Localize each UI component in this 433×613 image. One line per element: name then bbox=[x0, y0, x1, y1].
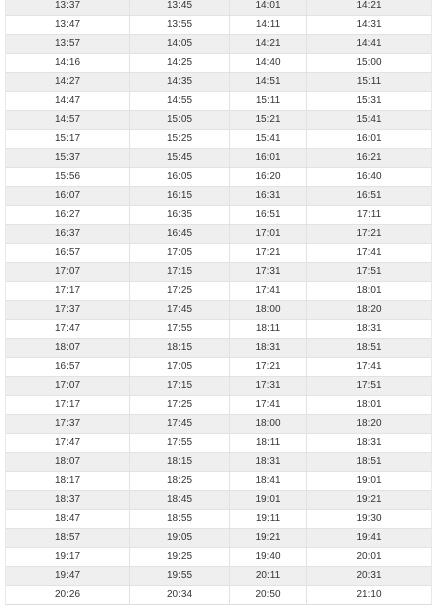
time-cell: 16:51 bbox=[230, 206, 307, 225]
table-row bbox=[6, 567, 432, 586]
time-cell: 15:45 bbox=[130, 149, 230, 168]
time-cell: 14:11 bbox=[230, 16, 307, 35]
time-cell: 16:40 bbox=[307, 168, 432, 187]
time-cell: 15:00 bbox=[307, 54, 432, 73]
time-cell: 17:25 bbox=[130, 282, 230, 301]
time-cell: 14:41 bbox=[307, 35, 432, 54]
time-cell: 20:11 bbox=[230, 567, 307, 586]
time-cell: 17:05 bbox=[130, 358, 230, 377]
time-cell: 17:31 bbox=[230, 377, 307, 396]
time-cell: 17:55 bbox=[130, 434, 230, 453]
time-cell: 17:41 bbox=[230, 396, 307, 415]
time-cell: 16:45 bbox=[130, 225, 230, 244]
time-cell: 16:07 bbox=[6, 187, 130, 206]
time-cell: 14:05 bbox=[130, 35, 230, 54]
time-cell: 17:15 bbox=[130, 263, 230, 282]
time-cell: 18:31 bbox=[230, 339, 307, 358]
time-cell: 15:37 bbox=[6, 149, 130, 168]
time-cell: 16:05 bbox=[130, 168, 230, 187]
time-cell: 19:01 bbox=[307, 472, 432, 491]
time-cell: 14:40 bbox=[230, 54, 307, 73]
time-cell: 17:41 bbox=[307, 358, 432, 377]
table-row bbox=[6, 415, 432, 434]
time-cell: 16:37 bbox=[6, 225, 130, 244]
time-cell: 15:11 bbox=[307, 73, 432, 92]
time-cell: 17:51 bbox=[307, 377, 432, 396]
time-cell: 15:41 bbox=[230, 130, 307, 149]
time-cell: 16:57 bbox=[6, 244, 130, 263]
time-cell: 14:31 bbox=[307, 16, 432, 35]
time-cell: 19:55 bbox=[130, 567, 230, 586]
time-cell: 17:31 bbox=[230, 263, 307, 282]
time-cell: 15:11 bbox=[230, 92, 307, 111]
time-cell: 17:37 bbox=[6, 301, 130, 320]
time-cell: 19:21 bbox=[307, 491, 432, 510]
time-cell: 15:41 bbox=[307, 111, 432, 130]
time-cell: 20:34 bbox=[130, 586, 230, 605]
table-row bbox=[6, 510, 432, 529]
time-cell: 16:57 bbox=[6, 358, 130, 377]
time-cell: 17:47 bbox=[6, 320, 130, 339]
table-row bbox=[6, 320, 432, 339]
table-row bbox=[6, 130, 432, 149]
timetable bbox=[5, 0, 432, 605]
time-cell: 18:15 bbox=[130, 339, 230, 358]
time-cell: 17:11 bbox=[307, 206, 432, 225]
time-cell: 19:40 bbox=[230, 548, 307, 567]
time-cell: 18:00 bbox=[230, 415, 307, 434]
time-cell: 15:21 bbox=[230, 111, 307, 130]
time-cell: 19:05 bbox=[130, 529, 230, 548]
time-cell: 16:27 bbox=[6, 206, 130, 225]
time-cell: 14:35 bbox=[130, 73, 230, 92]
time-cell: 18:47 bbox=[6, 510, 130, 529]
time-cell: 21:10 bbox=[307, 586, 432, 605]
time-cell: 16:51 bbox=[307, 187, 432, 206]
time-cell: 18:37 bbox=[6, 491, 130, 510]
time-cell: 18:11 bbox=[230, 434, 307, 453]
time-cell: 17:41 bbox=[307, 244, 432, 263]
time-cell: 14:21 bbox=[230, 35, 307, 54]
time-cell: 19:41 bbox=[307, 529, 432, 548]
time-cell: 16:15 bbox=[130, 187, 230, 206]
table-row bbox=[6, 358, 432, 377]
table-row bbox=[6, 35, 432, 54]
time-cell: 18:45 bbox=[130, 491, 230, 510]
time-cell: 18:01 bbox=[307, 282, 432, 301]
time-cell: 18:51 bbox=[307, 339, 432, 358]
time-cell: 13:57 bbox=[6, 35, 130, 54]
table-row bbox=[6, 453, 432, 472]
time-cell: 18:20 bbox=[307, 415, 432, 434]
table-row bbox=[6, 282, 432, 301]
table-row bbox=[6, 168, 432, 187]
table-row bbox=[6, 16, 432, 35]
time-cell: 13:55 bbox=[130, 16, 230, 35]
time-cell: 16:01 bbox=[307, 130, 432, 149]
time-cell: 18:00 bbox=[230, 301, 307, 320]
time-cell: 18:20 bbox=[307, 301, 432, 320]
table-row bbox=[6, 0, 432, 16]
time-cell: 16:01 bbox=[230, 149, 307, 168]
time-cell: 19:11 bbox=[230, 510, 307, 529]
time-cell: 18:07 bbox=[6, 453, 130, 472]
time-cell: 14:21 bbox=[307, 0, 432, 16]
time-cell: 13:45 bbox=[130, 0, 230, 16]
time-cell: 17:45 bbox=[130, 415, 230, 434]
table-row bbox=[6, 548, 432, 567]
time-cell: 18:25 bbox=[130, 472, 230, 491]
time-cell: 14:47 bbox=[6, 92, 130, 111]
time-cell: 18:15 bbox=[130, 453, 230, 472]
time-cell: 19:21 bbox=[230, 529, 307, 548]
time-cell: 14:01 bbox=[230, 0, 307, 16]
time-cell: 17:17 bbox=[6, 282, 130, 301]
time-cell: 19:30 bbox=[307, 510, 432, 529]
time-cell: 18:31 bbox=[230, 453, 307, 472]
time-cell: 17:01 bbox=[230, 225, 307, 244]
time-cell: 17:51 bbox=[307, 263, 432, 282]
time-cell: 17:47 bbox=[6, 434, 130, 453]
table-row bbox=[6, 225, 432, 244]
time-cell: 20:31 bbox=[307, 567, 432, 586]
time-cell: 19:17 bbox=[6, 548, 130, 567]
time-cell: 17:05 bbox=[130, 244, 230, 263]
time-cell: 15:17 bbox=[6, 130, 130, 149]
time-cell: 15:31 bbox=[307, 92, 432, 111]
time-cell: 17:21 bbox=[307, 225, 432, 244]
time-cell: 17:37 bbox=[6, 415, 130, 434]
table-row bbox=[6, 244, 432, 263]
table-row bbox=[6, 529, 432, 548]
table-row bbox=[6, 434, 432, 453]
time-cell: 20:26 bbox=[6, 586, 130, 605]
time-cell: 15:56 bbox=[6, 168, 130, 187]
time-cell: 18:07 bbox=[6, 339, 130, 358]
time-cell: 16:31 bbox=[230, 187, 307, 206]
table-row bbox=[6, 206, 432, 225]
time-cell: 17:21 bbox=[230, 244, 307, 263]
time-cell: 13:47 bbox=[6, 16, 130, 35]
table-row bbox=[6, 187, 432, 206]
table-row bbox=[6, 111, 432, 130]
time-cell: 18:11 bbox=[230, 320, 307, 339]
time-cell: 15:05 bbox=[130, 111, 230, 130]
time-cell: 16:21 bbox=[307, 149, 432, 168]
time-cell: 16:20 bbox=[230, 168, 307, 187]
table-row bbox=[6, 301, 432, 320]
table-row bbox=[6, 491, 432, 510]
table-row bbox=[6, 586, 432, 605]
timetable-body bbox=[6, 0, 432, 605]
time-cell: 17:25 bbox=[130, 396, 230, 415]
time-cell: 14:16 bbox=[6, 54, 130, 73]
table-row bbox=[6, 54, 432, 73]
table-row bbox=[6, 396, 432, 415]
time-cell: 13:37 bbox=[6, 0, 130, 16]
time-cell: 17:41 bbox=[230, 282, 307, 301]
time-cell: 20:50 bbox=[230, 586, 307, 605]
time-cell: 19:01 bbox=[230, 491, 307, 510]
time-cell: 18:31 bbox=[307, 320, 432, 339]
time-cell: 17:55 bbox=[130, 320, 230, 339]
time-cell: 17:07 bbox=[6, 263, 130, 282]
time-cell: 14:51 bbox=[230, 73, 307, 92]
table-row bbox=[6, 149, 432, 168]
table-row bbox=[6, 73, 432, 92]
time-cell: 17:45 bbox=[130, 301, 230, 320]
time-cell: 18:55 bbox=[130, 510, 230, 529]
time-cell: 16:35 bbox=[130, 206, 230, 225]
time-cell: 18:57 bbox=[6, 529, 130, 548]
time-cell: 14:25 bbox=[130, 54, 230, 73]
time-cell: 17:07 bbox=[6, 377, 130, 396]
time-cell: 18:01 bbox=[307, 396, 432, 415]
time-cell: 18:51 bbox=[307, 453, 432, 472]
time-cell: 14:27 bbox=[6, 73, 130, 92]
table-row bbox=[6, 339, 432, 358]
time-cell: 20:01 bbox=[307, 548, 432, 567]
time-cell: 17:17 bbox=[6, 396, 130, 415]
table-row bbox=[6, 377, 432, 396]
time-cell: 15:25 bbox=[130, 130, 230, 149]
time-cell: 14:57 bbox=[6, 111, 130, 130]
time-cell: 19:47 bbox=[6, 567, 130, 586]
table-row bbox=[6, 263, 432, 282]
time-cell: 18:31 bbox=[307, 434, 432, 453]
time-cell: 18:41 bbox=[230, 472, 307, 491]
table-row bbox=[6, 472, 432, 491]
table-row bbox=[6, 92, 432, 111]
time-cell: 17:15 bbox=[130, 377, 230, 396]
time-cell: 19:25 bbox=[130, 548, 230, 567]
time-cell: 14:55 bbox=[130, 92, 230, 111]
time-cell: 18:17 bbox=[6, 472, 130, 491]
time-cell: 17:21 bbox=[230, 358, 307, 377]
